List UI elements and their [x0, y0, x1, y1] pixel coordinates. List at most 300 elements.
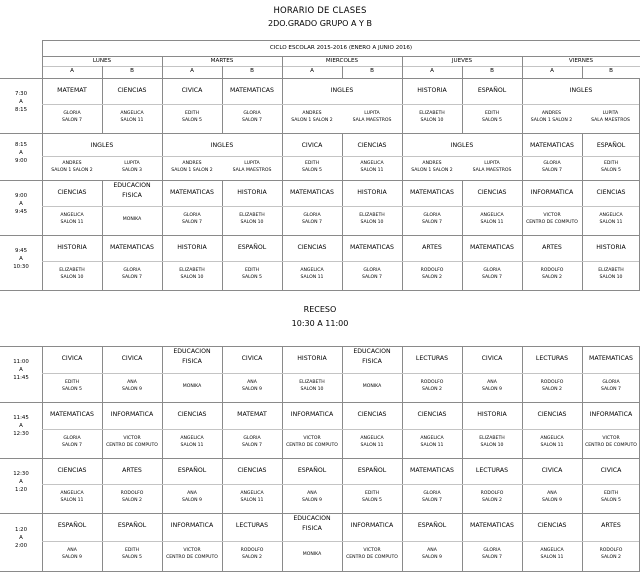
grid-line: [462, 206, 522, 207]
grid-line: [462, 346, 463, 402]
period-time: A: [19, 423, 23, 429]
room-label: SALA MAESTROS: [352, 118, 392, 123]
room-label: SALON 7: [242, 118, 262, 123]
grid-line: [282, 402, 283, 458]
grid-line: [162, 402, 163, 458]
day-header: JUEVES: [451, 58, 473, 64]
grid-line: [462, 373, 522, 374]
grid-line: [522, 373, 582, 374]
subject-label: CIENCIAS: [357, 142, 387, 149]
group-header: A: [70, 68, 74, 74]
grid-line: [222, 373, 282, 374]
room-label: SALA MAESTROS: [472, 168, 512, 173]
subject-label: INFORMATICA: [530, 189, 574, 196]
room-label: SALON 11: [180, 443, 204, 448]
grid-line: [0, 78, 640, 79]
grid-line: [402, 429, 462, 430]
teacher-name: GLORIA: [183, 213, 201, 218]
grid-line: [222, 66, 223, 78]
teacher-name: GLORIA: [303, 213, 321, 218]
room-label: SALON 11: [60, 498, 84, 503]
subject-label: ESPAÑOL: [297, 467, 327, 474]
grid-line: [102, 346, 103, 402]
teacher-name: ANGELICA: [240, 491, 264, 496]
subject-label: MATEMATICAS: [589, 355, 633, 362]
room-label: SALON 5: [362, 498, 382, 503]
room-label: SALON 10: [300, 387, 324, 392]
subject-label: FISICA: [182, 358, 202, 365]
grid-line: [282, 541, 342, 542]
school-cycle-header: CICLO ESCOLAR 2015-2016 (ENERO A JUNIO 2016): [269, 45, 413, 51]
grid-line: [342, 541, 402, 542]
subject-label: CIENCIAS: [537, 522, 567, 529]
room-label: CENTRO DE COMPUTO: [346, 555, 398, 560]
grid-line: [402, 484, 462, 485]
subject-label: CIENCIAS: [57, 189, 87, 196]
room-label: SALON 10: [480, 443, 504, 448]
room-label: SALON 11: [300, 275, 324, 280]
teacher-name: EDITH: [124, 548, 140, 553]
grid-line: [102, 402, 103, 458]
teacher-name: RODOLFO: [420, 380, 444, 385]
teacher-name: ANGELICA: [360, 436, 384, 441]
subject-label: ARTES: [542, 244, 562, 251]
period-time: 9:45: [14, 208, 28, 215]
subject-label: HISTORIA: [357, 189, 387, 196]
subject-label: INFORMATICA: [350, 522, 394, 529]
teacher-name: ELIZABETH: [479, 436, 505, 441]
room-label: SALON 1 SALON 2: [171, 168, 213, 173]
grid-line: [582, 261, 640, 262]
room-label: SALON 11: [480, 220, 504, 225]
group-header: A: [310, 68, 314, 74]
grid-line: [462, 78, 463, 133]
subject-label: CIVICA: [481, 355, 503, 362]
grid-line: [462, 402, 463, 458]
grid-line: [522, 541, 582, 542]
day-header: VIERNES: [568, 58, 594, 64]
room-label: SALON 2: [542, 275, 562, 280]
period-time: 11:00: [13, 359, 29, 365]
grid-line: [42, 235, 43, 290]
period-time: 11:45: [13, 375, 29, 381]
subject-label: LECTURAS: [235, 522, 269, 529]
room-label: SALON 7: [62, 443, 82, 448]
subject-label: FISICA: [362, 358, 382, 365]
grid-line: [462, 104, 522, 105]
grid-line: [162, 78, 163, 133]
group-header: B: [370, 68, 374, 74]
room-label: SALON 7: [182, 220, 202, 225]
room-label: SALON 7: [542, 168, 562, 173]
subject-label: INFORMATICA: [589, 411, 633, 418]
subject-label: ESPAÑOL: [177, 467, 207, 474]
room-label: CENTRO DE COMPUTO: [106, 443, 158, 448]
teacher-name: ANDRES: [302, 111, 322, 116]
grid-line: [42, 56, 640, 57]
subject-label: HISTORIA: [417, 87, 447, 94]
grid-line: [582, 458, 583, 513]
grid-line: [42, 66, 640, 67]
room-label: SALON 5: [122, 555, 142, 560]
grid-line: [162, 104, 222, 105]
subject-label: MATEMATICAS: [230, 87, 274, 94]
grid-line: [102, 373, 162, 374]
grid-line: [402, 104, 462, 105]
subject-label: INGLES: [210, 142, 234, 149]
period-time: A: [19, 98, 23, 105]
teacher-name: LUPITA: [484, 161, 500, 166]
teacher-name: GLORIA: [543, 161, 561, 166]
page-title: HORARIO DE CLASES: [273, 6, 367, 16]
grid-line: [342, 373, 402, 374]
subject-label: ARTES: [122, 467, 142, 474]
group-header: B: [609, 68, 613, 74]
subject-label: CIVICA: [541, 467, 563, 474]
teacher-name: GLORIA: [423, 491, 441, 496]
grid-line: [282, 235, 283, 290]
room-label: SALON 11: [120, 118, 144, 123]
room-label: SALON 3: [122, 168, 142, 173]
room-label: SALON 10: [599, 275, 623, 280]
teacher-name: ANGELICA: [420, 436, 444, 441]
day-header: MARTES: [210, 58, 234, 64]
grid-line: [0, 458, 640, 459]
grid-line: [42, 513, 43, 571]
subject-label: ESPAÑOL: [117, 522, 147, 529]
room-label: CENTRO DE COMPUTO: [585, 443, 637, 448]
grid-line: [462, 235, 463, 290]
period-time: 12:30: [13, 431, 29, 437]
room-label: SALON 2: [422, 387, 442, 392]
grid-line: [522, 513, 523, 571]
teacher-name: RODOLFO: [480, 491, 504, 496]
room-label: SALON 11: [540, 555, 564, 560]
grid-line: [522, 346, 523, 402]
teacher-name: GLORIA: [423, 213, 441, 218]
subject-label: CIENCIAS: [417, 411, 447, 418]
subject-label: ESPAÑOL: [237, 244, 267, 251]
grid-line: [0, 235, 640, 236]
subject-label: CIVICA: [121, 355, 143, 362]
grid-line: [582, 206, 640, 207]
grid-line: [282, 156, 342, 157]
period-time: 7:30: [14, 90, 28, 97]
teacher-name: ANA: [187, 491, 197, 496]
room-label: SALON 11: [360, 168, 384, 173]
subject-label: LECTURAS: [475, 467, 509, 474]
subject-label: CIENCIAS: [297, 244, 327, 251]
grid-line: [42, 429, 102, 430]
subject-label: ESPAÑOL: [357, 467, 387, 474]
subject-label: ARTES: [422, 244, 442, 251]
page-subtitle: 2DO.GRADO GRUPO A Y B: [268, 19, 372, 28]
grid-line: [282, 180, 283, 235]
teacher-name: ANA: [487, 380, 497, 385]
grid-line: [342, 180, 343, 235]
grid-line: [222, 346, 223, 402]
subject-label: CIENCIAS: [57, 467, 87, 474]
room-label: SALON 10: [180, 275, 204, 280]
day-header: LUNES: [92, 58, 112, 64]
teacher-name: EDITH: [364, 491, 380, 496]
grid-line: [102, 261, 162, 262]
group-header: A: [430, 68, 434, 74]
grid-line: [42, 402, 43, 458]
subject-label: MATEMATICAS: [290, 189, 334, 196]
grid-line: [222, 206, 282, 207]
grid-line: [102, 484, 162, 485]
period-time: 12:30: [13, 470, 29, 477]
grid-line: [582, 156, 640, 157]
room-label: SALON 2: [422, 275, 442, 280]
grid-line: [42, 373, 102, 374]
room-label: SALON 10: [360, 220, 384, 225]
period-time: 8:15: [14, 141, 28, 148]
grid-line: [162, 180, 163, 235]
subject-label: HISTORIA: [477, 411, 507, 418]
teacher-name: ANA: [67, 548, 77, 553]
grid-line: [42, 180, 43, 235]
room-label: SALON 5: [182, 118, 202, 123]
room-label: SALON 9: [62, 555, 82, 560]
grid-line: [342, 156, 402, 157]
grid-line: [222, 429, 282, 430]
grid-line: [102, 206, 162, 207]
subject-label: CIENCIAS: [117, 87, 147, 94]
room-label: CENTRO DE COMPUTO: [526, 220, 578, 225]
period-time: A: [19, 478, 23, 485]
room-label: SALON 11: [240, 498, 264, 503]
grid-line: [582, 180, 583, 235]
teacher-name: ANGELICA: [180, 436, 204, 441]
period-time: A: [19, 255, 23, 262]
subject-label: ESPAÑOL: [596, 142, 626, 149]
grid-line: [462, 429, 522, 430]
subject-label: MATEMATICAS: [410, 467, 454, 474]
subject-label: CIENCIAS: [477, 189, 507, 196]
teacher-name: ANA: [247, 380, 257, 385]
grid-line: [402, 402, 403, 458]
grid-line: [282, 206, 342, 207]
teacher-name: EDITH: [484, 111, 500, 116]
grid-line: [222, 402, 223, 458]
period-time: 8:15: [14, 106, 28, 113]
teacher-name: EDITH: [304, 161, 320, 166]
room-label: SALON 9: [302, 498, 322, 503]
period-time: 1:20: [14, 527, 28, 533]
teacher-name: GLORIA: [63, 436, 81, 441]
teacher-name: LUPITA: [364, 111, 380, 116]
subject-label: HISTORIA: [596, 244, 626, 251]
teacher-name: ELIZABETH: [239, 213, 265, 218]
grid-line: [162, 429, 222, 430]
subject-label: CIENCIAS: [177, 411, 207, 418]
room-label: CENTRO DE COMPUTO: [286, 443, 338, 448]
subject-label: MATEMATICAS: [170, 189, 214, 196]
recess-label: RECESO: [303, 305, 337, 314]
period-time: A: [19, 200, 23, 207]
teacher-name: RODOLFO: [540, 380, 564, 385]
teacher-name: ELIZABETH: [359, 213, 385, 218]
room-label: SALON 7: [362, 275, 382, 280]
grid-line: [462, 513, 463, 571]
teacher-name: VICTOR: [303, 436, 321, 441]
grid-line: [222, 484, 282, 485]
teacher-name: EDITH: [603, 161, 619, 166]
room-label: SALON 2: [601, 555, 621, 560]
subject-label: LECTURAS: [415, 355, 449, 362]
grid-line: [582, 373, 640, 374]
period-time: 2:00: [14, 543, 28, 549]
grid-line: [102, 235, 103, 290]
subject-label: LECTURAS: [535, 355, 569, 362]
grid-line: [282, 458, 283, 513]
room-label: SALON 2: [542, 387, 562, 392]
grid-line: [222, 513, 223, 571]
grid-line: [162, 156, 282, 157]
room-label: SALA MAESTROS: [232, 168, 272, 173]
teacher-name: ANDRES: [422, 161, 442, 166]
grid-line: [522, 261, 582, 262]
teacher-name: ELIZABETH: [179, 268, 205, 273]
room-label: SALON 11: [360, 443, 384, 448]
teacher-name: GLORIA: [602, 380, 620, 385]
subject-label: CIVICA: [600, 467, 622, 474]
teacher-name: ANDRES: [541, 111, 562, 116]
teacher-name: GLORIA: [483, 548, 501, 553]
teacher-name: ANDRES: [62, 161, 82, 166]
teacher-name: RODOLFO: [120, 491, 144, 496]
subject-label: CIVICA: [61, 355, 83, 362]
grid-line: [162, 261, 222, 262]
period-time: 9:45: [14, 247, 28, 254]
room-label: SALON 7: [122, 275, 142, 280]
teacher-name: ANGELICA: [60, 213, 84, 218]
teacher-name: ANGELICA: [540, 436, 564, 441]
teacher-name: ANGELICA: [360, 161, 384, 166]
subject-label: CIENCIAS: [357, 411, 387, 418]
subject-label: CIENCIAS: [537, 411, 567, 418]
grid-line: [522, 206, 582, 207]
grid-line: [162, 484, 222, 485]
teacher-name: ANA: [307, 491, 317, 496]
grid-line: [162, 206, 222, 207]
teacher-name: GLORIA: [483, 268, 501, 273]
teacher-name: RODOLFO: [540, 268, 564, 273]
teacher-name: GLORIA: [243, 436, 261, 441]
subject-label: ARTES: [601, 522, 621, 529]
day-header: MIERCOLES: [325, 58, 359, 64]
grid-line: [102, 78, 103, 133]
grid-line: [42, 346, 43, 402]
teacher-name: ANGELICA: [60, 491, 84, 496]
teacher-name: VICTOR: [183, 548, 201, 553]
room-label: SALON 5: [242, 275, 262, 280]
grid-line: [462, 180, 463, 235]
teacher-name: GLORIA: [123, 268, 141, 273]
grid-line: [582, 484, 640, 485]
room-label: SALON 7: [601, 387, 621, 392]
grid-line: [342, 402, 343, 458]
grid-line: [402, 235, 403, 290]
teacher-name: ANGELICA: [540, 548, 564, 553]
grid-line: [402, 346, 403, 402]
grid-line: [402, 513, 403, 571]
room-label: SALON 7: [302, 220, 322, 225]
group-header: A: [190, 68, 194, 74]
teacher-name: ANA: [127, 380, 137, 385]
teacher-name: ANGELICA: [300, 268, 324, 273]
recess-time: 10:30 A 11:00: [291, 319, 349, 328]
grid-line: [582, 235, 583, 290]
teacher-name: ANDRES: [182, 161, 202, 166]
subject-label: CIVICA: [301, 142, 323, 149]
teacher-name: LUPITA: [124, 161, 140, 166]
room-label: SALON 1 SALON 2: [291, 118, 333, 123]
teacher-name: ANGELICA: [480, 213, 504, 218]
grid-line: [522, 458, 523, 513]
subject-label: CIVICA: [181, 87, 203, 94]
room-label: SALON 11: [60, 220, 84, 225]
grid-line: [42, 261, 102, 262]
teacher-name: MONIKA: [182, 384, 202, 389]
grid-line: [42, 458, 43, 513]
subject-label: ESPAÑOL: [57, 522, 87, 529]
teacher-name: RODOLFO: [240, 548, 264, 553]
grid-line: [582, 541, 640, 542]
grid-line: [282, 261, 342, 262]
room-label: SALON 5: [601, 498, 621, 503]
grid-line: [282, 484, 342, 485]
room-label: SALON 7: [482, 275, 502, 280]
room-label: SALON 9: [242, 387, 262, 392]
period-time: A: [19, 535, 23, 541]
subject-label: CIENCIAS: [237, 467, 267, 474]
subject-label: EDUCACION: [113, 182, 151, 189]
room-label: SALON 7: [422, 498, 442, 503]
grid-line: [522, 429, 582, 430]
grid-line: [582, 429, 640, 430]
room-label: SALON 11: [540, 443, 564, 448]
room-label: SALON 1 SALON 2: [530, 118, 573, 123]
room-label: SALON 5: [302, 168, 322, 173]
period-time: 9:00: [14, 157, 28, 164]
grid-line: [522, 484, 582, 485]
teacher-name: VICTOR: [123, 436, 141, 441]
subject-label: MATEMAT: [237, 411, 267, 418]
grid-line: [342, 66, 343, 78]
teacher-name: ELIZABETH: [299, 380, 325, 385]
grid-line: [522, 104, 640, 105]
teacher-name: ELIZABETH: [59, 268, 85, 273]
grid-line: [402, 78, 403, 133]
teacher-name: ELIZABETH: [598, 268, 624, 273]
grid-line: [222, 78, 223, 133]
room-label: SALON 2: [242, 555, 262, 560]
grid-line: [162, 235, 163, 290]
grid-line: [162, 373, 222, 374]
grid-line: [462, 261, 522, 262]
room-label: SALON 11: [420, 443, 444, 448]
teacher-name: ANA: [547, 491, 557, 496]
period-time: 11:45: [13, 415, 29, 421]
grid-line: [522, 180, 523, 235]
teacher-name: VICTOR: [543, 213, 561, 218]
grid-line: [522, 402, 523, 458]
period-time: A: [19, 149, 23, 156]
grid-line: [42, 40, 640, 41]
